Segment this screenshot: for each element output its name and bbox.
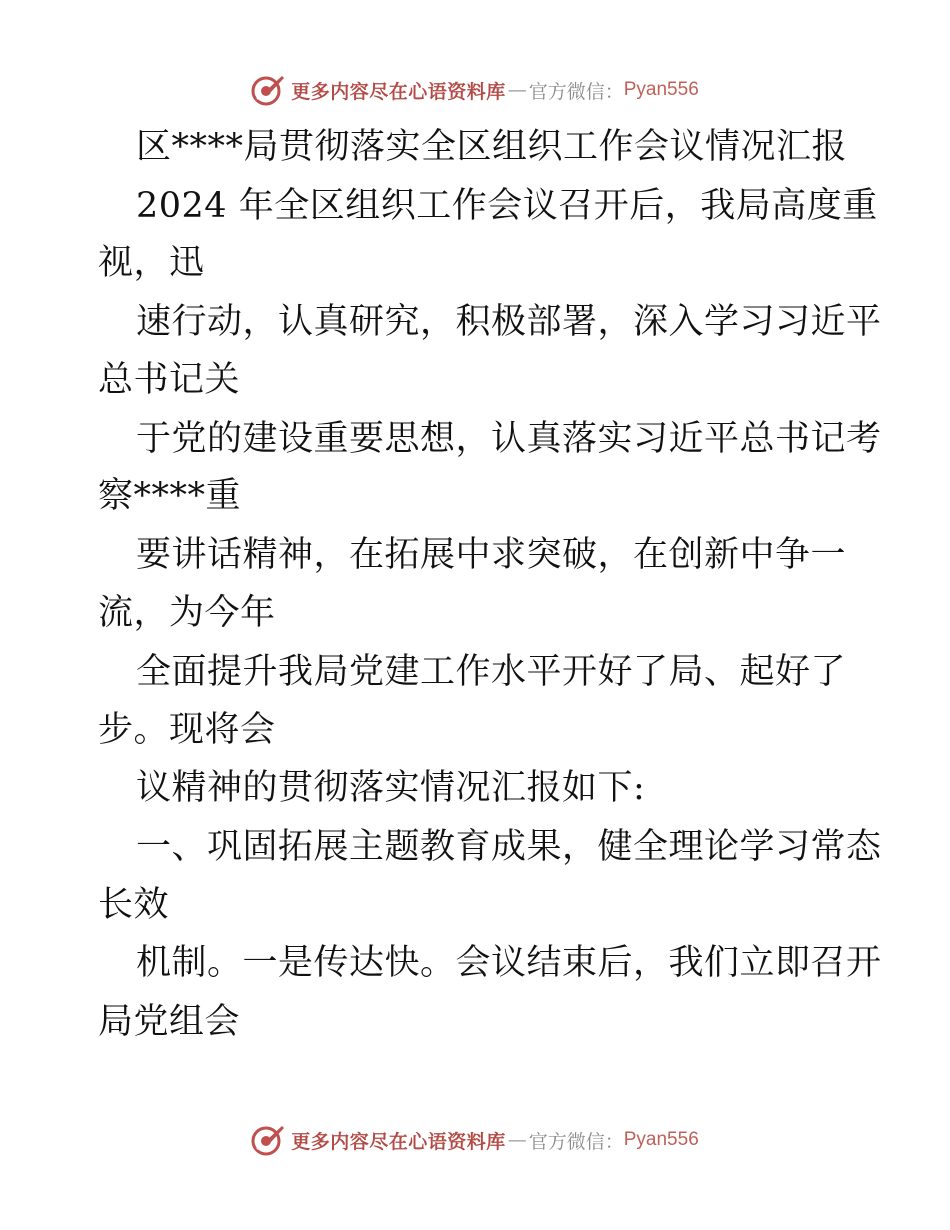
- pen-logo-icon: [251, 73, 285, 107]
- text-line: 要讲话精神，在拓展中求突破，在创新中争一: [136, 535, 847, 575]
- text-line: 全面提升我局党建工作水平开好了局、起好了: [136, 652, 847, 692]
- watermark-site-text: 更多内容尽在心语资料库: [291, 80, 506, 103]
- text-line: 察****重: [98, 476, 242, 516]
- text-line: 机制。一是传达快。会议结束后，我们立即召开: [136, 943, 882, 983]
- text-line: 局党组会: [98, 1002, 241, 1042]
- watermark-separator: —: [507, 79, 527, 101]
- text-line: 速行动，认真研究，积极部署，深入学习习近平: [136, 302, 882, 342]
- footer-watermark: [0, 1120, 950, 1160]
- section-heading: 一、巩固拓展主题教育成果，健全理论学习常态: [136, 827, 882, 867]
- header-watermark: [0, 70, 950, 110]
- watermark-wechat-id: Pyan556: [623, 79, 699, 100]
- watermark-site-text: 更多内容尽在心语资料库: [291, 1130, 506, 1153]
- pen-logo-icon: [251, 1123, 285, 1157]
- text-line: 流，为今年: [98, 593, 276, 633]
- watermark-wechat-label: 官方微信：: [528, 1130, 624, 1153]
- document-title: 区****局贯彻落实全区组织工作会议情况汇报: [136, 127, 848, 167]
- text-line: 步。现将会: [98, 710, 276, 750]
- watermark-wechat-id: Pyan556: [623, 1129, 699, 1150]
- watermark-wechat-label: 官方微信：: [528, 80, 624, 103]
- text-line: 视，迅: [98, 243, 205, 283]
- text-line: 议精神的贯彻落实情况汇报如下:: [136, 768, 646, 808]
- watermark-separator: —: [507, 1129, 527, 1151]
- text-line: 于党的建设重要思想，认真落实习近平总书记考: [136, 419, 882, 459]
- text-line: 2024 年全区组织工作会议召开后，我局高度重: [136, 186, 878, 226]
- text-line: 长效: [98, 885, 170, 925]
- text-line: 总书记关: [98, 360, 241, 400]
